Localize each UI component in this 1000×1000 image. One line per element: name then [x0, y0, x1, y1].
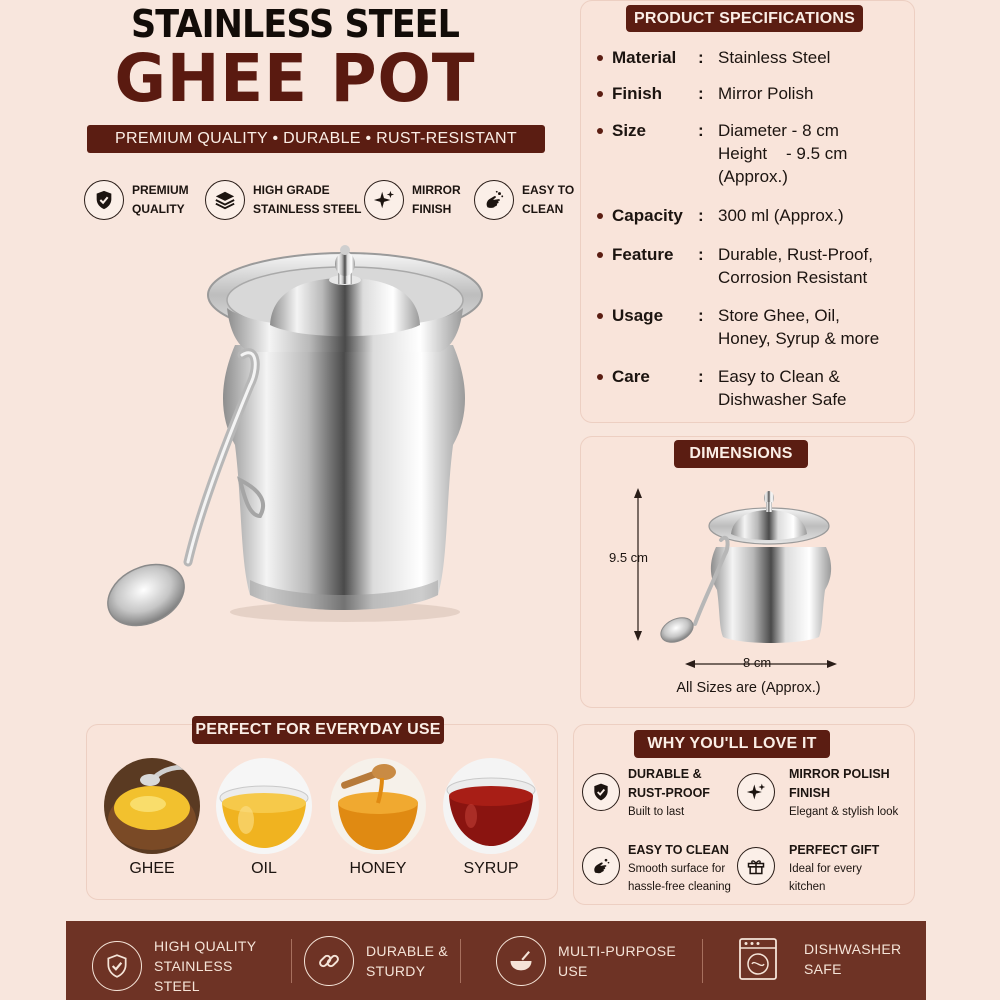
dimensions-title: DIMENSIONS	[674, 440, 808, 468]
tagline-banner: PREMIUM QUALITY • DURABLE • RUST-RESISTANT	[87, 125, 545, 153]
ghee-image	[104, 758, 200, 854]
feature-easy-to-clean: EASY TO CLEAN	[474, 180, 574, 220]
shield-check-icon	[582, 773, 620, 811]
syrup-image	[443, 758, 539, 854]
bowl-icon	[496, 936, 546, 986]
bottom-feature-bar	[66, 921, 926, 1000]
dimensions-diagram	[621, 482, 881, 672]
why-item-durable: DURABLE & RUST-PROOF Built to last	[582, 770, 710, 821]
width-label: 8 cm	[743, 655, 772, 670]
shield-check-icon	[92, 941, 142, 991]
why-title: WHY YOU'LL LOVE IT	[634, 730, 830, 758]
height-label: 9.5 cm	[609, 550, 649, 565]
dishwasher-icon	[738, 936, 778, 982]
specs-panel: PRODUCT SPECIFICATIONS Material : Stainless Steel Finish : Mirror Polish Size : Diameter - 8 cm Height - 9.5 cm (Approx.) Capacity : 300 ml (Approx.) Feature : Durable, Rust-Proof, Corrosion Resistant Usage : Store Ghee, Oil, Honey, Syrup & more Care : Easy to Clean & Dishwasher Safe	[580, 0, 915, 423]
shield-check-icon	[84, 180, 124, 220]
why-item-easy-clean: EASY TO CLEAN Smooth surface for hassle-free cleaning	[582, 846, 731, 896]
bottom-item-dishwasher: DISHWASHER SAFE	[738, 936, 924, 982]
everyday-use-title: PERFECT FOR EVERYDAY USE	[192, 716, 444, 744]
use-label-syrup: SYRUP	[463, 860, 519, 877]
feature-high-grade-steel: HIGH GRADE STAINLESS STEEL	[205, 180, 361, 220]
honey-image	[330, 758, 426, 854]
ghee-pot-image	[100, 240, 510, 635]
bottom-item-high-quality: HIGH QUALITY STAINLESS STEEL	[92, 936, 274, 996]
page-title: GHEE POT	[114, 40, 476, 117]
feature-premium-quality: PREMIUM QUALITY	[84, 180, 189, 220]
why-item-mirror-polish: MIRROR POLISH FINISH Elegant & stylish look	[737, 770, 898, 821]
title-line-1: STAINLESS STEEL	[130, 2, 460, 46]
use-label-honey: HONEY	[349, 860, 407, 877]
specs-title: PRODUCT SPECIFICATIONS	[626, 5, 863, 32]
use-label-ghee: GHEE	[129, 860, 175, 877]
why-item-perfect-gift: PERFECT GIFT Ideal for every kitchen	[737, 846, 879, 896]
clean-hand-icon	[582, 847, 620, 885]
link-icon	[304, 936, 354, 986]
use-label-oil: OIL	[251, 860, 277, 877]
clean-hand-icon	[474, 180, 514, 220]
bottom-item-durable: DURABLE & STURDY	[304, 936, 486, 986]
layers-icon	[205, 180, 245, 220]
dimensions-panel	[580, 436, 915, 708]
gift-icon	[737, 847, 775, 885]
feature-mirror-finish: MIRROR FINISH	[364, 180, 461, 220]
sparkle-icon	[364, 180, 404, 220]
dimensions-note: All Sizes are (Approx.)	[676, 680, 821, 696]
oil-image	[216, 758, 312, 854]
bottom-item-multi-purpose: MULTI-PURPOSE USE	[496, 936, 678, 986]
sparkle-icon	[737, 773, 775, 811]
